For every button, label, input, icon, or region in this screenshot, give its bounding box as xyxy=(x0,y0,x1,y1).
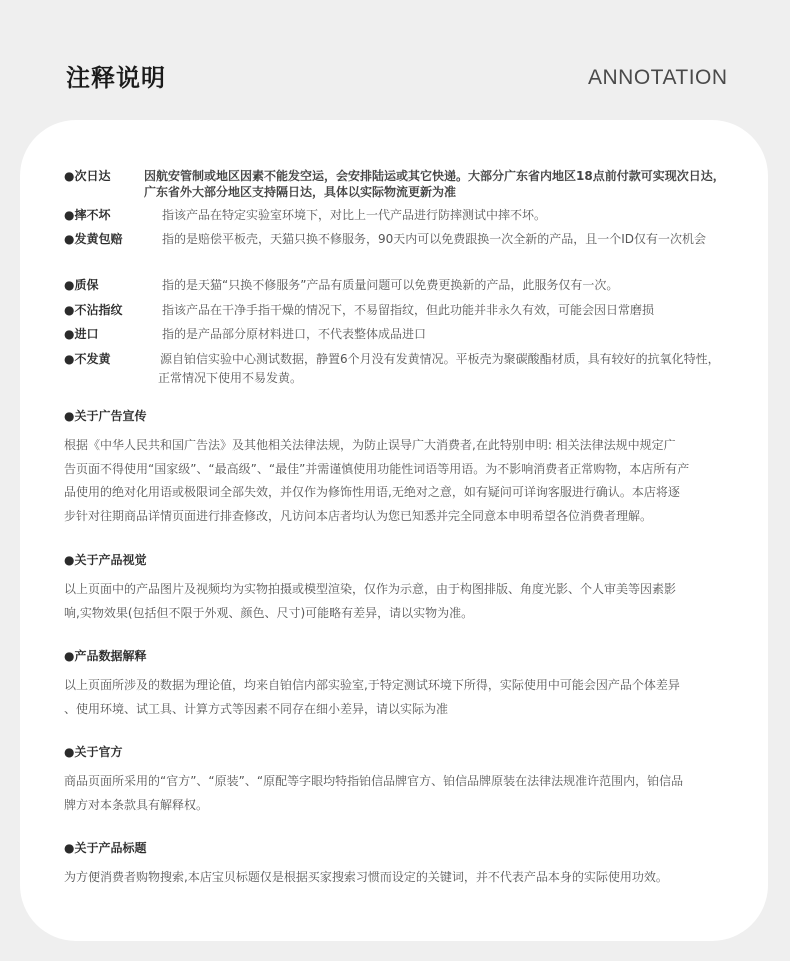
term-name: ●发黄包赔 xyxy=(64,232,123,246)
section-body xyxy=(64,866,764,890)
section-line: 根据《中华人民共和国广告法》及其他相关法律法规，为防止误导广大消费者,在此特别申明: 相关法律法规中规定广 xyxy=(64,438,676,452)
section-line: 、使用环境、试工具、计算方式等因素不同存在细小差异，请以实际为准 xyxy=(64,701,449,716)
section-body xyxy=(64,674,764,721)
section-line: 告页面不得使用“国家级”、“最高级”、“最佳”并需谨慎使用功能性词语等用语。为不影响消费者正常购物，本店所有产 xyxy=(64,461,690,476)
section-line: 以上页面中的产品图片及视频均为实物拍摄或模型渲染，仅作为示意，由于构图排版、角度光影、个人审美等因素影 xyxy=(64,582,677,596)
section-line: 商品页面所采用的“官方”、“原装”、“原配等字眼均特指铂信品牌官方、铂信品牌原装在法律法规准许范围内，铂信品 xyxy=(64,774,684,788)
term-name: ●不沾指纹 xyxy=(64,303,123,317)
term-name: ●不发黄 xyxy=(64,352,111,366)
section-line: 以上页面所涉及的数据为理论值，均来自铂信内部实验室,于特定测试环境下所得，实际使用中可能会因产品个体差异 xyxy=(64,678,680,692)
term-desc: 正常情况下使用不易发黄。 xyxy=(158,371,303,385)
section-title: ●关于产品标题 xyxy=(64,841,147,855)
page-title: 注释说明 xyxy=(66,64,166,92)
section-advertising xyxy=(64,408,764,528)
term-desc: 源自铂信实验中心测试数据，静置6个月没有发黄情况。平板壳为聚碳酸酯材质，具有较好的抗氧化特性， xyxy=(160,352,720,366)
section-title: ●产品数据解释 xyxy=(64,649,147,663)
term-name: ●进口 xyxy=(64,327,99,341)
section-line: 为方便消费者购物搜索,本店宝贝标题仅是根据买家搜索习惯而设定的关键词，并不代表产品本身的实际使用功效。 xyxy=(64,870,668,884)
section-body xyxy=(64,770,764,817)
term-name: ●摔不坏 xyxy=(64,208,111,222)
section-product-title xyxy=(64,840,764,890)
section-line: 步针对往期商品详情页面进行排查修改，凡访问本店者均认为您已知悉并完全同意本申明希望各位消费者理解。 xyxy=(64,508,653,523)
term-drop-proof xyxy=(64,207,764,223)
section-body xyxy=(64,434,764,528)
section-title: ●关于广告宣传 xyxy=(64,409,147,423)
page-subtitle: ANNOTATION xyxy=(588,66,728,89)
term-warranty xyxy=(64,277,764,293)
section-body xyxy=(64,578,764,625)
page-header xyxy=(0,0,790,120)
section-official xyxy=(64,744,764,817)
term-non-yellowing xyxy=(64,351,764,385)
term-desc: 指的是赔偿平板壳，天猫只换不修服务，90天内可以免费跟换一次全新的产品，且一个ID仅有一次机会 xyxy=(162,232,707,246)
section-product-data xyxy=(64,648,764,721)
section-line: 品使用的绝对化用语或极限词全部失效，并仅作为修饰性用语,无绝对之意，如有疑问可详询客服进行确认。本店将逐 xyxy=(64,485,680,499)
term-desc: 指该产品在特定实验室环境下，对比上一代产品进行防摔测试中摔不坏。 xyxy=(162,208,547,222)
term-desc: 因航安管制或地区因素不能发空运，会安排陆运或其它快递。大部分广东省内地区18点前付款可实现次日达， xyxy=(144,169,725,183)
term-name: ●次日达 xyxy=(64,169,111,183)
section-line: 响,实物效果(包括但不限于外观、颜色、尺寸)可能略有差异，请以实物为准。 xyxy=(64,605,474,620)
term-imported xyxy=(64,326,764,342)
term-next-day xyxy=(64,168,764,199)
term-desc: 指的是天猫“只换不修服务”产品有质量问题可以免费更换新的产品，此服务仅有一次。 xyxy=(162,278,619,292)
section-title: ●关于产品视觉 xyxy=(64,553,147,567)
term-desc: 指的是产品部分原材料进口，不代表整体成品进口 xyxy=(162,327,427,341)
section-product-visual xyxy=(64,552,764,625)
section-title: ●关于官方 xyxy=(64,745,123,759)
section-line: 牌方对本条款具有解释权。 xyxy=(64,797,209,812)
term-desc: 广东省外大部分地区支持隔日达，具体以实际物流更新为准 xyxy=(144,185,457,199)
term-yellowing-compensation xyxy=(64,231,764,247)
term-name: ●质保 xyxy=(64,278,99,292)
term-desc: 指该产品在干净手指干燥的情况下，不易留指纹，但此功能并非永久有效，可能会因日常磨损 xyxy=(162,303,655,317)
annotation-card xyxy=(20,120,768,941)
term-fingerprint-resistant xyxy=(64,302,764,318)
